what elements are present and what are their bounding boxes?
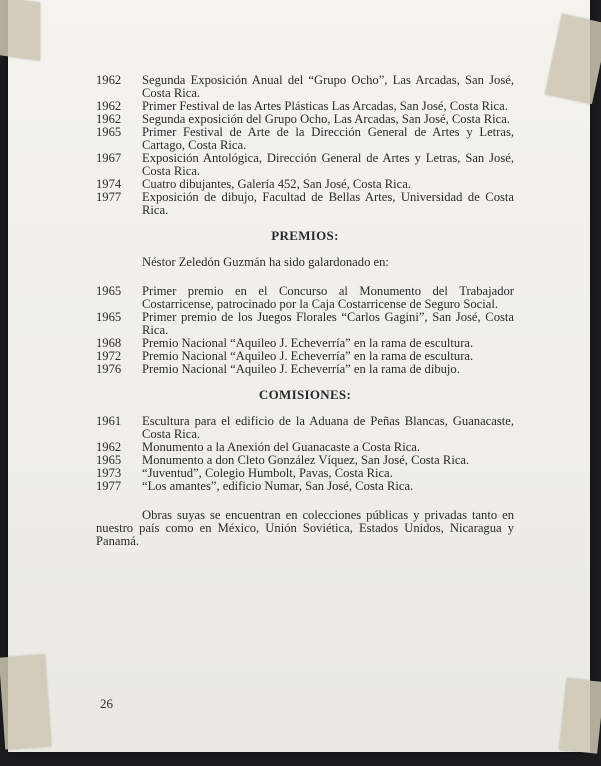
entry-year: 1977 (96, 479, 122, 493)
entry-year: 1962 (96, 99, 122, 113)
entry-year: 1962 (96, 73, 122, 87)
page-content (96, 74, 514, 548)
comisiones-list (96, 415, 514, 493)
tape-strip-top-left (0, 0, 40, 61)
entry-year: 1974 (96, 177, 122, 191)
entry-text: Exposición Antológica, Dirección General de Artes y Letras, San José, Costa Rica. (142, 151, 514, 178)
entry-text: Primer Festival de las Artes Plásticas Las Arcadas, San José, Costa Rica. (142, 99, 508, 113)
entry-year: 1962 (96, 112, 122, 126)
page-number: 26 (100, 696, 113, 711)
entry-year: 1965 (96, 453, 122, 467)
comisiones-heading: COMISIONES: (258, 387, 352, 402)
entry-year: 1973 (96, 466, 122, 480)
entry-text: Cuatro dibujantes, Galería 452, San José, Costa Rica. (142, 177, 411, 191)
list-item (96, 191, 514, 217)
entry-year: 1967 (96, 151, 122, 165)
list-item (96, 152, 514, 178)
entry-text: Monumento a la Anexión del Guanacaste a Costa Rica. (142, 440, 421, 454)
entry-text: Escultura para el edificio de la Aduana de Peñas Blancas, Guanacaste, Costa Rica. (142, 414, 514, 441)
entry-text: Segunda Exposición Anual del “Grupo Ocho”, Las Arcadas, San José, Costa Rica. (142, 73, 514, 100)
entry-year: 1972 (96, 349, 122, 363)
entry-text: Primer premio en el Concurso al Monumento del Trabajador Costarricense, patrocinado por la Caja Costarricense de Seguro Social. (142, 284, 514, 311)
tape-strip-bottom-right (559, 678, 601, 754)
entry-text: Premio Nacional “Aquileo J. Echeverría” en la rama de escultura. (142, 336, 474, 350)
entry-year: 1968 (96, 336, 122, 350)
list-item (96, 480, 514, 493)
premios-intro: Néstor Zeledón Guzmán ha sido galardonado en: (142, 255, 389, 269)
list-item (96, 126, 514, 152)
entry-text: Monumento a don Cleto González Víquez, San José, Costa Rica. (142, 453, 470, 467)
entry-text: Premio Nacional “Aquileo J. Echeverría” en la rama de escultura. (142, 349, 474, 363)
list-item (96, 311, 514, 337)
list-item (96, 285, 514, 311)
premios-heading: PREMIOS: (271, 228, 339, 243)
closing-paragraph: Obras suyas se encuentran en colecciones públicas y privadas tanto en nuestro país como en México, Unión Soviética, Estados Unidos, Nicaragua y Panamá. (96, 508, 514, 548)
entry-text: Segunda exposición del Grupo Ocho, Las Arcadas, San José, Costa Rica. (142, 112, 510, 126)
entry-year: 1965 (96, 125, 122, 139)
entry-text: Exposición de dibujo, Facultad de Bellas Artes, Universidad de Costa Rica. (142, 190, 514, 217)
entry-year: 1965 (96, 284, 122, 298)
entry-text: Premio Nacional “Aquileo J. Echeverría” en la rama de dibujo. (142, 362, 460, 376)
entry-text: Primer premio de los Juegos Florales “Carlos Gagini”, San José, Costa Rica. (142, 310, 514, 337)
entry-year: 1965 (96, 310, 122, 324)
list-item (96, 363, 514, 376)
list-item (96, 415, 514, 441)
exposiciones-list (96, 74, 514, 217)
entry-text: “Juventud”, Colegio Humbolt, Pavas, Costa Rica. (142, 466, 393, 480)
tape-strip-bottom-left (0, 655, 51, 750)
list-item (96, 74, 514, 100)
premios-list (96, 285, 514, 376)
entry-text: “Los amantes”, edificio Numar, San José, Costa Rica. (142, 479, 414, 493)
document-page (8, 0, 590, 752)
entry-year: 1962 (96, 440, 122, 454)
entry-year: 1976 (96, 362, 122, 376)
entry-text: Primer Festival de Arte de la Dirección General de Artes y Letras, Cartago, Costa Rica. (142, 125, 514, 152)
entry-year: 1961 (96, 414, 122, 428)
entry-year: 1977 (96, 190, 122, 204)
